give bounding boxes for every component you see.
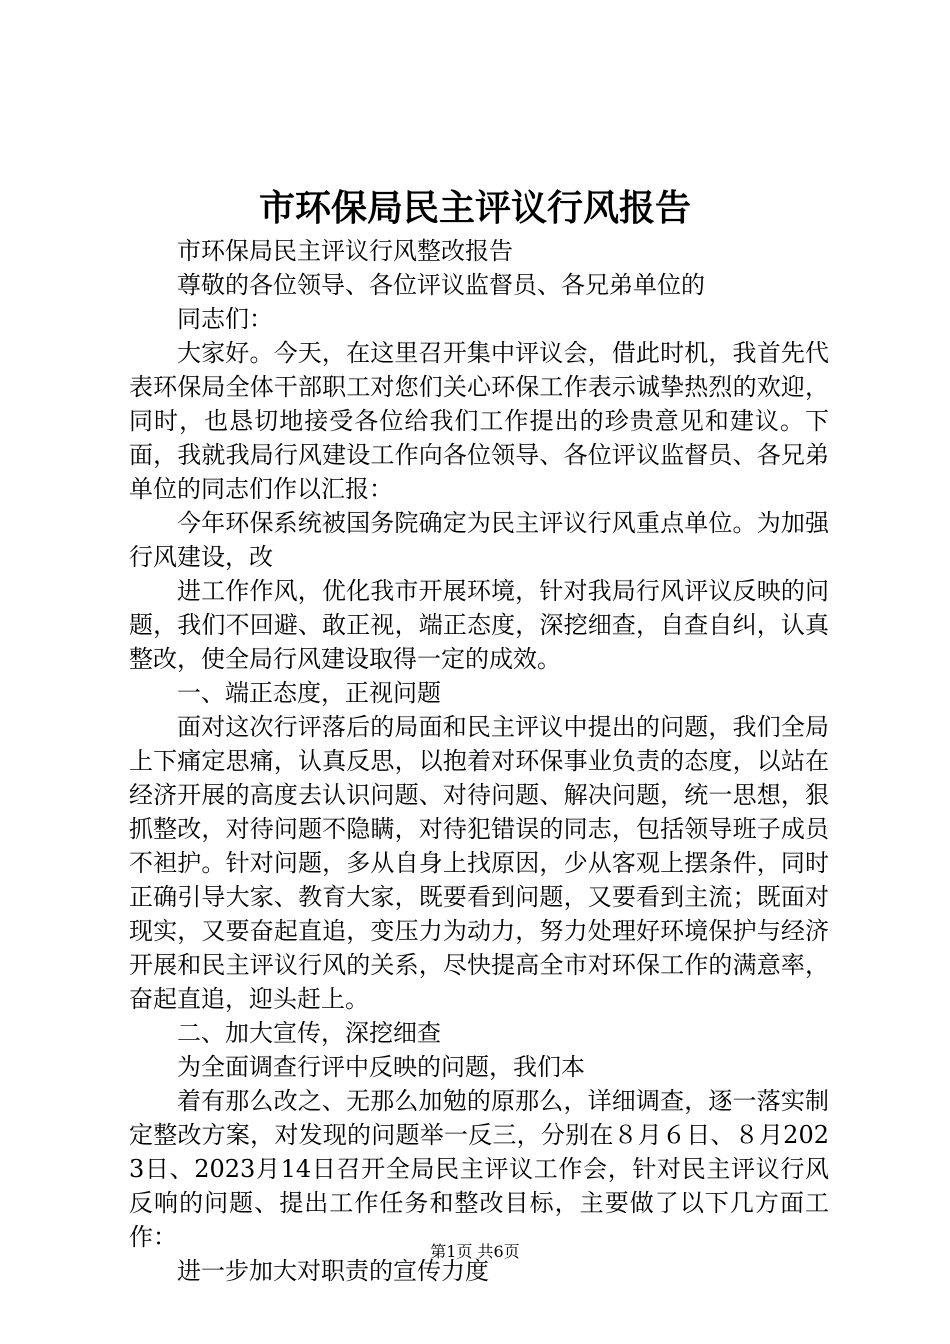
paragraph: 面对这次行评落后的局面和民主评议中提出的问题，我们全局上下痛定思痛，认真反思，以抱着对环保事业负责的态度，以站在经济开展的高度去认识问题、对待问题、解决问题，统一思想，狠抓整改，对待问题不隐瞒，对待犯错误的同志，包括领导班子成员不袒护。针对问题，多从自身上找原因，少从客观上摆条件，同时正确引导大家、教育大家，既要看到问题，又要看到主流；既面对现实，又要奋起直追，变压力为动力，努力处理好环境保护与经济开展和民主评议行风的关系，尽快提高全市对环保工作的满意率，奋起直追，迎头赶上。 [129, 713, 829, 1013]
paragraph: 市环保局民主评议行风整改报告 [177, 237, 513, 265]
paragraph: 同志们： [177, 305, 273, 333]
page-total: 共6页 [477, 1242, 520, 1261]
document-body [129, 234, 829, 1288]
paragraph: 进工作作风，优化我市开展环境，针对我局行风评议反映的问题，我们不回避、敢正视，端正态度，深挖细查，自查自纠，认真整改，使全局行风建设取得一定的成效。 [129, 577, 829, 673]
paragraph: 大家好。今天，在这里召开集中评议会，借此时机，我首先代表环保局全体干部职工对您们关心环保工作表示诚挚热烈的欢迎，同时，也恳切地接受各位给我们工作提出的珍贵意见和建议。下面，我就我局行风建设工作向各位领导、各位评议监督员、各兄弟单位的同志们作以汇报： [129, 339, 829, 503]
paragraph: 今年环保系统被国务院确定为民主评议行风重点单位。为加强行风建设，改 [129, 509, 829, 571]
section-heading: 二、加大宣传，深挖细查 [177, 1019, 441, 1047]
paragraph: 为全面调查行评中反映的问题，我们本 [177, 1053, 585, 1081]
page-footer [0, 1241, 950, 1263]
paragraph: 进一步加大对职责的宣传力度 [177, 1257, 489, 1285]
section-heading: 一、端正态度，正视问题 [177, 679, 441, 707]
page-number: 第1页 [430, 1242, 473, 1261]
paragraph: 尊敬的各位领导、各位评议监督员、各兄弟单位的 [177, 271, 705, 299]
paragraph: 着有那么改之、无那么加勉的原那么，详细调查，逐一落实制定整改方案，对发现的问题举一反三，分别在８月６日、８月2023日、2023月14日召开全局民主评议工作会，针对民主评议行风反响的问题、提出工作任务和整改目标，主要做了以下几方面工作： [129, 1087, 829, 1251]
document-title: 市环保局民主评议行风报告 [258, 187, 691, 229]
